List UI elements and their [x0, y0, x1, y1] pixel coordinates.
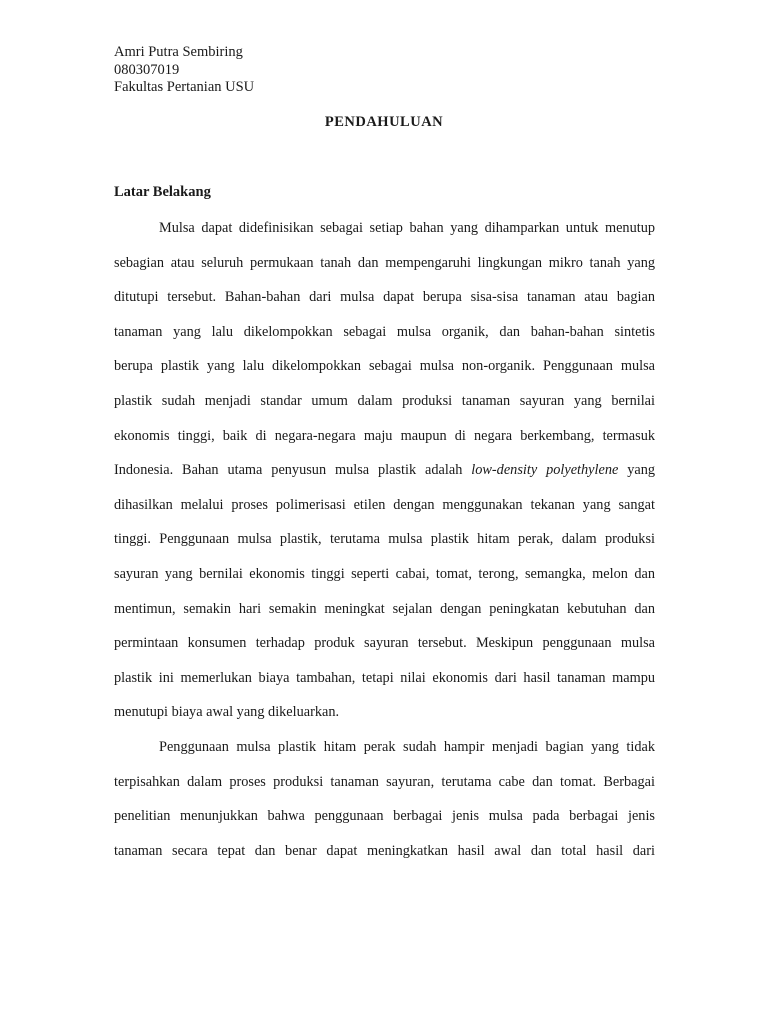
paragraph-line: Penggunaan mulsa plastik hitam perak sudah hampir menjadi bagian yang tidak — [159, 738, 655, 755]
faculty-name: Fakultas Pertanian USU — [114, 79, 255, 95]
line-text: yang — [627, 462, 656, 479]
paragraph-line: ditutupi tersebut. Bahan-bahan dari mulsa dapat berupa sisa-sisa tanaman atau bagian — [114, 289, 655, 306]
paragraph-line: mentimun, semakin hari semakin meningkat sejalan dengan peningkatan kebutuhan dan — [114, 600, 655, 617]
paragraph-line: tanaman yang lalu dikelompokkan sebagai mulsa organik, dan bahan-bahan sintetis — [114, 323, 655, 340]
paragraph-line: menutupi biaya awal yang dikeluarkan. — [114, 704, 340, 721]
paragraph-line: ekonomis tinggi, baik di negara-negara maju maupun di negara berkembang, termasuk — [114, 427, 655, 444]
paragraph-line: permintaan konsumen terhadap produk sayuran tersebut. Meskipun penggunaan mulsa — [114, 635, 655, 652]
author-header — [114, 44, 254, 97]
paragraph-line: sayuran yang bernilai ekonomis tinggi seperti cabai, tomat, terong, semangka, melon dan — [114, 565, 655, 582]
paragraph-line: penelitian menunjukkan bahwa penggunaan berbagai jenis mulsa pada berbagai jenis — [114, 808, 655, 825]
paragraph-line: dihasilkan melalui proses polimerisasi etilen dengan menggunakan tekanan yang sangat — [114, 496, 655, 513]
paragraph-line: tanaman secara tepat dan benar dapat meningkatkan hasil awal dan total hasil dari — [114, 842, 655, 859]
italic-term: low-density polyethylene — [471, 462, 619, 479]
paragraph-line: berupa plastik yang lalu dikelompokkan sebagai mulsa non-organik. Penggunaan mulsa — [114, 358, 655, 375]
paragraph-line: tinggi. Penggunaan mulsa plastik, terutama mulsa plastik hitam perak, dalam produksi — [114, 531, 655, 548]
line-text: Indonesia. Bahan utama penyusun mulsa plastik adalah — [114, 462, 463, 479]
paragraph-line: plastik ini memerlukan biaya tambahan, tetapi nilai ekonomis dari hasil tanaman mampu — [114, 669, 655, 686]
paragraph-line: Mulsa dapat didefinisikan sebagai setiap bahan yang dihamparkan untuk menutup — [159, 220, 655, 236]
document-title: PENDAHULUAN — [324, 114, 444, 130]
paragraph-line-mixed — [114, 460, 655, 495]
section-heading: Latar Belakang — [114, 184, 211, 200]
body-text — [114, 218, 655, 875]
paragraph-line: plastik sudah menjadi standar umum dalam produksi tanaman sayuran yang bernilai — [114, 392, 655, 409]
paragraph-line: terpisahkan dalam proses produksi tanaman sayuran, terutama cabe dan tomat. Berbagai — [114, 773, 655, 790]
author-name: Amri Putra Sembiring — [114, 44, 243, 60]
student-id: 080307019 — [114, 61, 180, 78]
paragraph-line: sebagian atau seluruh permukaan tanah dan mempengaruhi lingkungan mikro tanah yang — [114, 254, 655, 271]
